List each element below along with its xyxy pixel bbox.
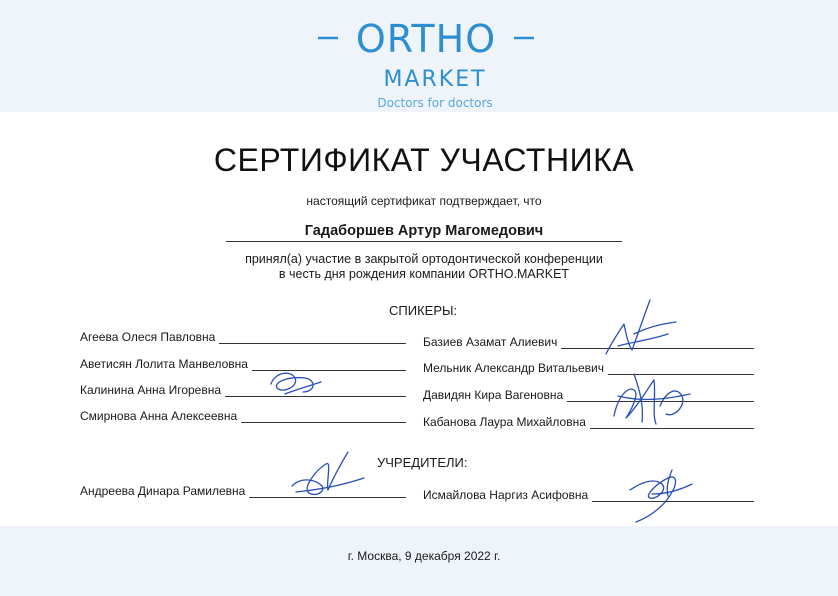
speaker-left-1 — [80, 328, 406, 344]
recipient-name: Гадаборшев Артур Магомедович — [304, 223, 544, 239]
speaker-left-3 — [80, 381, 406, 397]
speakers-heading: СПИКЕРЫ: — [389, 303, 458, 318]
founder-name: Андреева Динара Рамилевна — [80, 484, 246, 498]
speaker-right-4 — [423, 413, 754, 429]
speaker-left-4 — [80, 407, 406, 423]
speaker-name: Калинина Анна Игоревна — [80, 383, 222, 397]
speaker-name: Аветисян Лолита Манвеловна — [80, 357, 248, 371]
logo-ortho-text: ORTHO — [355, 17, 497, 61]
logo-tagline: Doctors for doctors — [377, 96, 493, 110]
signature-andreeva — [286, 446, 368, 502]
founder-right — [423, 486, 754, 502]
speaker-left-2 — [80, 355, 406, 371]
participation-line-1: принял(а) участие в закрытой ортодонтической конференции — [245, 252, 603, 266]
speaker-name: Мельник Александр Витальевич — [423, 361, 604, 375]
speaker-name: Базиев Азамат Алиевич — [423, 335, 558, 349]
speaker-right-1 — [423, 333, 754, 349]
signature-kalinina — [265, 364, 325, 400]
signature-line — [241, 411, 406, 423]
certificate-title: СЕРТИФИКАТ УЧАСТНИКА — [213, 142, 635, 178]
certificate-subtitle: настоящий сертификат подтверждает, что — [306, 194, 542, 208]
signature-baziev — [598, 294, 680, 364]
logo-market-text: MARKET — [383, 67, 487, 92]
speaker-right-3 — [423, 386, 754, 402]
speaker-name: Кабанова Лаура Михайловна — [423, 415, 586, 429]
ortho-market-logo — [316, 14, 536, 110]
speaker-name: Агеева Олеся Павловна — [80, 330, 216, 344]
speaker-name: Давидян Кира Вагеновна — [423, 388, 564, 402]
participation-line-2: в честь дня рождения компании ORTHO.MARKET — [278, 267, 570, 281]
logo-wordmark — [316, 14, 536, 62]
signature-ismailova — [622, 464, 698, 528]
date-place: г. Москва, 9 декабря 2022 г. — [347, 549, 501, 563]
speaker-right-2 — [423, 359, 754, 375]
speaker-name: Смирнова Анна Алексеевна — [80, 409, 238, 423]
participation-text — [0, 252, 838, 282]
founder-name: Исмайлова Наргиз Асифовна — [423, 488, 589, 502]
signature-davidyan — [604, 366, 698, 436]
signature-line — [219, 332, 406, 344]
founders-heading: УЧРЕДИТЕЛИ: — [377, 455, 468, 470]
recipient-underline — [226, 241, 622, 242]
